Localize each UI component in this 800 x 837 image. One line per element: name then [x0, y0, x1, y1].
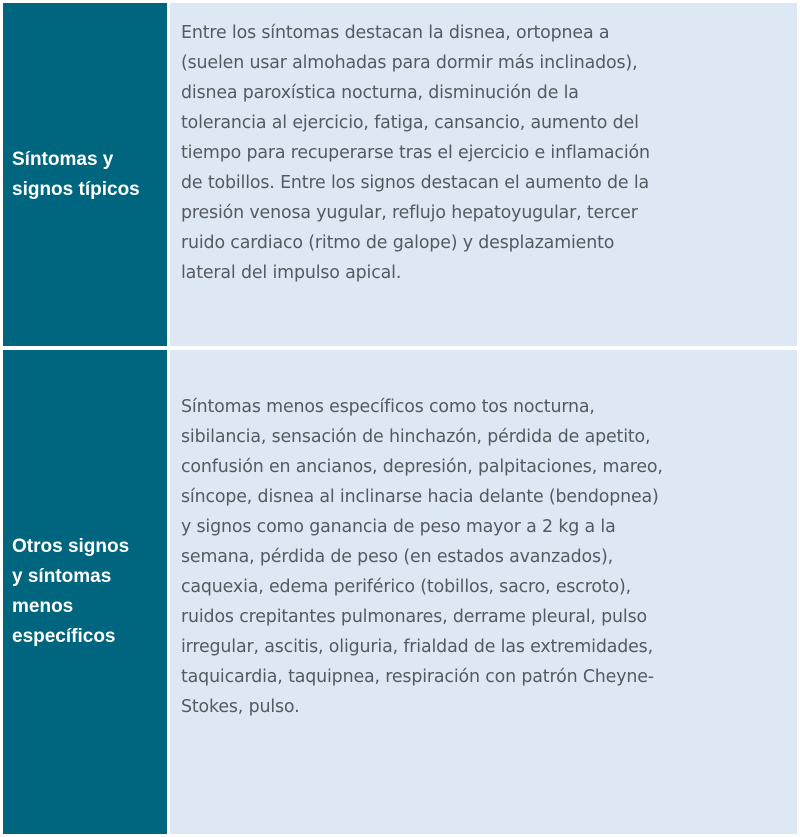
body-text-line: tolerancia al ejercicio, fatiga, cansancio, aumento del [181, 113, 639, 133]
row-header-line: Síntomas y [12, 148, 114, 170]
row-header-line: y síntomas [12, 566, 112, 587]
body-text-line: caquexia, edema periférico (tobillos, sacro, escroto), [181, 577, 632, 597]
body-text-line: confusión en ancianos, depresión, palpitaciones, mareo, [181, 457, 663, 477]
row-body-typical-symptoms [170, 3, 797, 346]
body-text-line: Stokes, pulso. [181, 697, 300, 717]
row-header-typical-symptoms [3, 3, 167, 346]
body-text-line: semana, pérdida de peso (en estados avanzados), [181, 547, 613, 567]
row-header-text [12, 145, 140, 205]
body-text-line: ruidos crepitantes pulmonares, derrame pleural, pulso [181, 607, 647, 627]
body-text-line: ruido cardiaco (ritmo de galope) y desplazamiento [181, 233, 615, 253]
row-body-other-symptoms [170, 350, 797, 834]
row-header-other-symptoms [3, 350, 167, 834]
row-header-line: menos [12, 596, 74, 617]
table-row-typical [2, 3, 798, 346]
symptoms-table [2, 2, 798, 835]
body-text-line: síncope, disnea al inclinarse hacia delante (bendopnea) [181, 487, 659, 507]
body-text-line: Entre los síntomas destacan la disnea, ortopnea a [181, 23, 610, 43]
row-header-text [12, 532, 129, 652]
body-text-line: irregular, ascitis, oliguria, frialdad de las extremidades, [181, 637, 653, 657]
body-text-line: sibilancia, sensación de hinchazón, pérdida de apetito, [181, 427, 651, 447]
body-text-line: lateral del impulso apical. [181, 263, 402, 283]
body-text-line: presión venosa yugular, reflujo hepatoyugular, tercer [181, 203, 638, 223]
body-text-line: tiempo para recuperarse tras el ejercicio e inflamación [181, 143, 650, 163]
body-text-line: disnea paroxística nocturna, disminución de la [181, 83, 579, 103]
body-text-line: taquicardia, taquipnea, respiración con patrón Cheyne- [181, 667, 654, 687]
body-text-line: Síntomas menos específicos como tos nocturna, [181, 397, 595, 417]
row-header-line: signos típicos [12, 178, 140, 200]
row-header-line: Otros signos [12, 536, 130, 557]
table-row-other [2, 350, 798, 834]
body-text-line: (suelen usar almohadas para dormir más inclinados), [181, 53, 638, 73]
body-text-line: y signos como ganancia de peso mayor a 2 kg a la [181, 517, 616, 537]
body-text-line: de tobillos. Entre los signos destacan el aumento de la [181, 173, 650, 193]
row-header-line: específicos [12, 626, 116, 647]
